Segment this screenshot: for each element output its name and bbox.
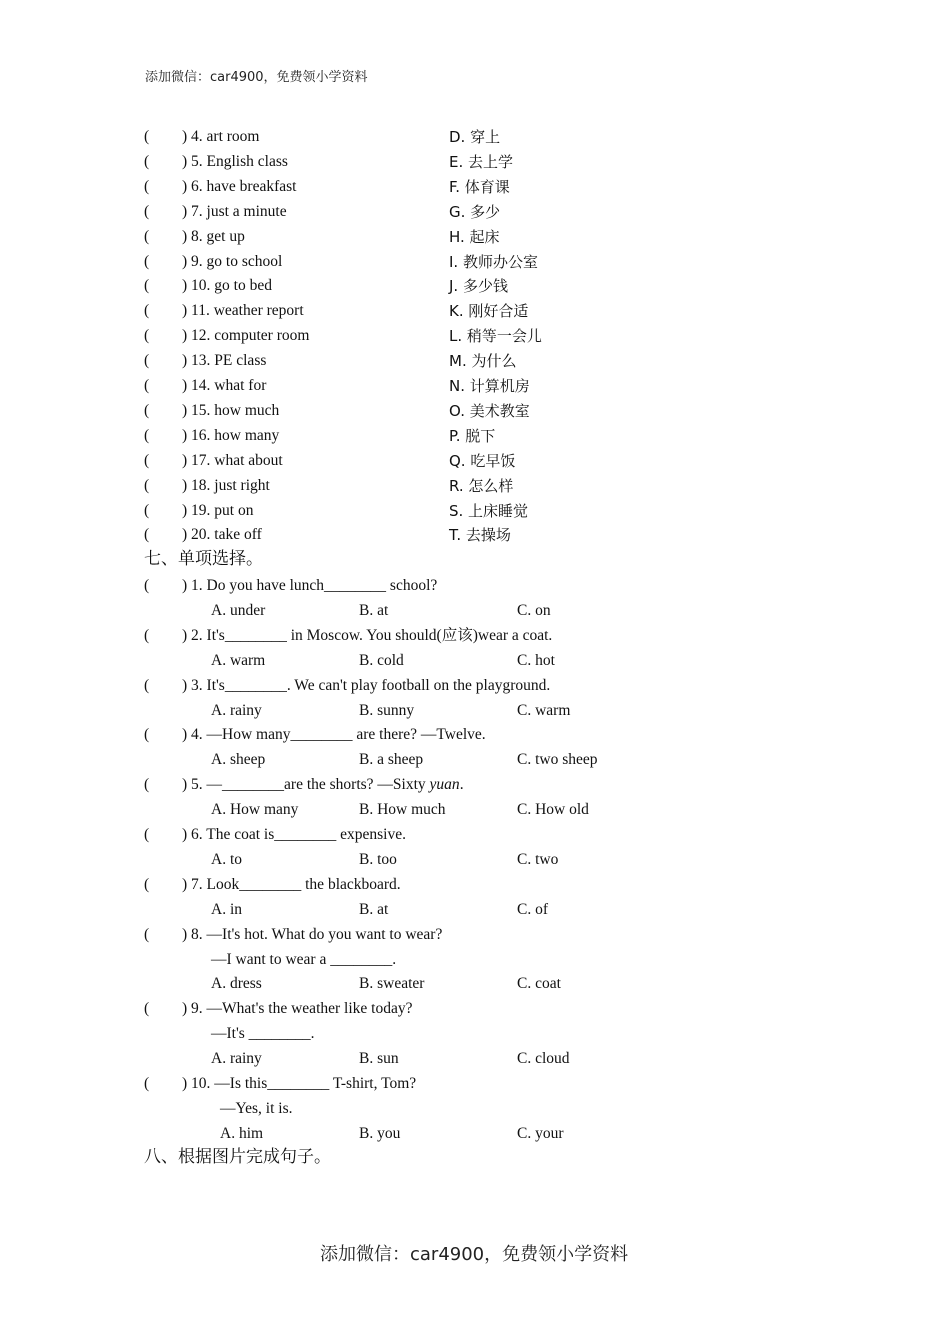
matching-answer: G. 多少 bbox=[449, 202, 501, 221]
question-stem: ) 9. —What's the weather like today? bbox=[182, 1000, 413, 1018]
matching-term: ) 20. take off bbox=[182, 526, 262, 544]
option-a[interactable]: A. rainy bbox=[211, 701, 262, 719]
matching-term: ) 7. just a minute bbox=[182, 202, 287, 220]
stem-part: ) 5. —________are the shorts? —Sixty bbox=[182, 776, 430, 794]
answer-blank[interactable]: ( bbox=[144, 476, 150, 494]
answer-blank[interactable]: ( bbox=[144, 501, 150, 519]
option-b[interactable]: B. a sheep bbox=[359, 751, 424, 769]
matching-term: ) 8. get up bbox=[182, 227, 245, 245]
question-stem: ) 6. The coat is________ expensive. bbox=[182, 826, 406, 843]
question-stem: ) 10. —Is this________ T-shirt, Tom? bbox=[182, 1075, 417, 1092]
matching-answer: Q. 吃早饭 bbox=[449, 451, 516, 470]
option-a[interactable]: A. him bbox=[220, 1124, 264, 1142]
matching-term: ) 19. put on bbox=[182, 501, 254, 519]
option-b[interactable]: B. cold bbox=[359, 651, 404, 669]
option-c[interactable]: C. cloud bbox=[517, 1050, 570, 1068]
answer-blank[interactable]: ( bbox=[144, 1075, 150, 1092]
matching-answer: S. 上床睡觉 bbox=[449, 501, 529, 520]
question-stem: ) 4. —How many________ are there? —Twelve. bbox=[182, 726, 486, 744]
answer-blank[interactable]: ( bbox=[144, 925, 150, 943]
option-c[interactable]: C. two bbox=[517, 850, 559, 868]
question-stem-line2: —It's ________. bbox=[211, 1025, 315, 1043]
option-b[interactable]: B. too bbox=[359, 850, 397, 868]
matching-term: ) 18. just right bbox=[182, 476, 270, 494]
option-a[interactable]: A. rainy bbox=[211, 1050, 262, 1068]
matching-term: ) 17. what about bbox=[182, 451, 283, 469]
answer-blank[interactable]: ( bbox=[144, 726, 150, 744]
question-stem-line2: —Yes, it is. bbox=[220, 1099, 293, 1117]
matching-answer: L. 稍等一会儿 bbox=[449, 327, 542, 346]
section8-title: 八、根据图片完成句子。 bbox=[144, 1147, 331, 1167]
question-stem: ) 2. It's________ in Moscow. You should(应该)wear a coat. bbox=[182, 626, 553, 644]
option-a[interactable]: A. to bbox=[211, 850, 242, 868]
option-c[interactable]: C. hot bbox=[517, 651, 555, 669]
matching-answer: N. 计算机房 bbox=[449, 377, 530, 395]
matching-term: ) 5. English class bbox=[182, 152, 288, 170]
answer-blank[interactable]: ( bbox=[144, 826, 150, 843]
option-b[interactable]: B. sunny bbox=[359, 701, 415, 719]
answer-blank[interactable]: ( bbox=[144, 451, 150, 469]
matching-answer: P. 脱下 bbox=[449, 426, 496, 445]
option-b[interactable]: B. sun bbox=[359, 1050, 399, 1068]
answer-blank[interactable]: ( bbox=[144, 352, 150, 370]
answer-blank[interactable]: ( bbox=[144, 626, 150, 644]
option-b[interactable]: B. sweater bbox=[359, 975, 425, 993]
matching-term: ) 11. weather report bbox=[182, 302, 304, 320]
option-c[interactable]: C. coat bbox=[517, 975, 561, 993]
answer-blank[interactable]: ( bbox=[144, 302, 150, 320]
option-a[interactable]: A. warm bbox=[211, 651, 266, 669]
answer-blank[interactable]: ( bbox=[144, 327, 150, 345]
watermark-footer: 添加微信：car4900，免费领小学资料 bbox=[320, 1244, 629, 1265]
option-c[interactable]: C. of bbox=[517, 900, 548, 918]
option-a[interactable]: A. dress bbox=[211, 975, 262, 993]
answer-blank[interactable]: ( bbox=[144, 128, 150, 145]
question-stem: ) 3. It's________. We can't play football on the playground. bbox=[182, 676, 551, 694]
answer-blank[interactable]: ( bbox=[144, 252, 150, 270]
matching-answer: O. 美术教室 bbox=[449, 401, 530, 420]
matching-term: ) 14. what for bbox=[182, 377, 267, 394]
answer-blank[interactable]: ( bbox=[144, 776, 150, 794]
matching-term: ) 10. go to bed bbox=[182, 277, 272, 295]
answer-blank[interactable]: ( bbox=[144, 277, 150, 295]
question-stem: ) 7. Look________ the blackboard. bbox=[182, 875, 401, 893]
option-b[interactable]: B. at bbox=[359, 900, 389, 918]
matching-term: ) 4. art room bbox=[182, 128, 260, 145]
matching-term: ) 16. how many bbox=[182, 426, 280, 444]
answer-blank[interactable]: ( bbox=[144, 526, 150, 544]
matching-answer: J. 多少钱 bbox=[449, 277, 508, 296]
matching-answer: M. 为什么 bbox=[449, 352, 517, 371]
option-c[interactable]: C. How old bbox=[517, 801, 589, 819]
option-a[interactable]: A. sheep bbox=[211, 751, 266, 769]
question-stem: ) 1. Do you have lunch________ school? bbox=[182, 577, 438, 594]
option-a[interactable]: A. How many bbox=[211, 801, 299, 819]
matching-answer: I. 教师办公室 bbox=[449, 252, 538, 271]
matching-answer: D. 穿上 bbox=[449, 128, 501, 146]
option-c[interactable]: C. your bbox=[517, 1124, 564, 1142]
answer-blank[interactable]: ( bbox=[144, 177, 150, 195]
answer-blank[interactable]: ( bbox=[144, 875, 150, 893]
option-b[interactable]: B. at bbox=[359, 601, 389, 619]
matching-answer: K. 刚好合适 bbox=[449, 302, 529, 321]
question-stem-line2: —I want to wear a ________. bbox=[211, 950, 397, 968]
answer-blank[interactable]: ( bbox=[144, 202, 150, 220]
answer-blank[interactable]: ( bbox=[144, 401, 150, 419]
option-c[interactable]: C. two sheep bbox=[517, 751, 598, 769]
answer-blank[interactable]: ( bbox=[144, 377, 150, 394]
answer-blank[interactable]: ( bbox=[144, 676, 150, 694]
option-c[interactable]: C. on bbox=[517, 601, 551, 619]
stem-part: . bbox=[459, 776, 464, 794]
matching-answer: R. 怎么样 bbox=[449, 476, 514, 495]
question-stem bbox=[182, 775, 464, 795]
matching-answer: H. 起床 bbox=[449, 227, 500, 246]
question-stem: ) 8. —It's hot. What do you want to wear? bbox=[182, 925, 443, 943]
option-a[interactable]: A. under bbox=[211, 601, 266, 619]
option-b[interactable]: B. How much bbox=[359, 801, 446, 819]
answer-blank[interactable]: ( bbox=[144, 1000, 150, 1018]
matching-answer: F. 体育课 bbox=[449, 177, 510, 196]
option-c[interactable]: C. warm bbox=[517, 701, 571, 719]
option-a[interactable]: A. in bbox=[211, 900, 242, 918]
matching-term: ) 12. computer room bbox=[182, 327, 310, 345]
matching-answer: E. 去上学 bbox=[449, 152, 514, 171]
stem-italic: yuan bbox=[429, 776, 460, 794]
watermark-header: 添加微信：car4900，免费领小学资料 bbox=[145, 70, 368, 85]
answer-blank[interactable]: ( bbox=[144, 577, 150, 594]
answer-blank[interactable]: ( bbox=[144, 152, 150, 170]
answer-blank[interactable]: ( bbox=[144, 426, 150, 444]
matching-term: ) 13. PE class bbox=[182, 352, 267, 370]
answer-blank[interactable]: ( bbox=[144, 227, 150, 245]
matching-term: ) 6. have breakfast bbox=[182, 177, 297, 195]
option-b[interactable]: B. you bbox=[359, 1124, 401, 1142]
matching-term: ) 9. go to school bbox=[182, 252, 283, 270]
matching-term: ) 15. how much bbox=[182, 401, 280, 419]
section7-title: 七、单项选择。 bbox=[144, 549, 263, 569]
matching-answer: T. 去操场 bbox=[449, 526, 511, 545]
